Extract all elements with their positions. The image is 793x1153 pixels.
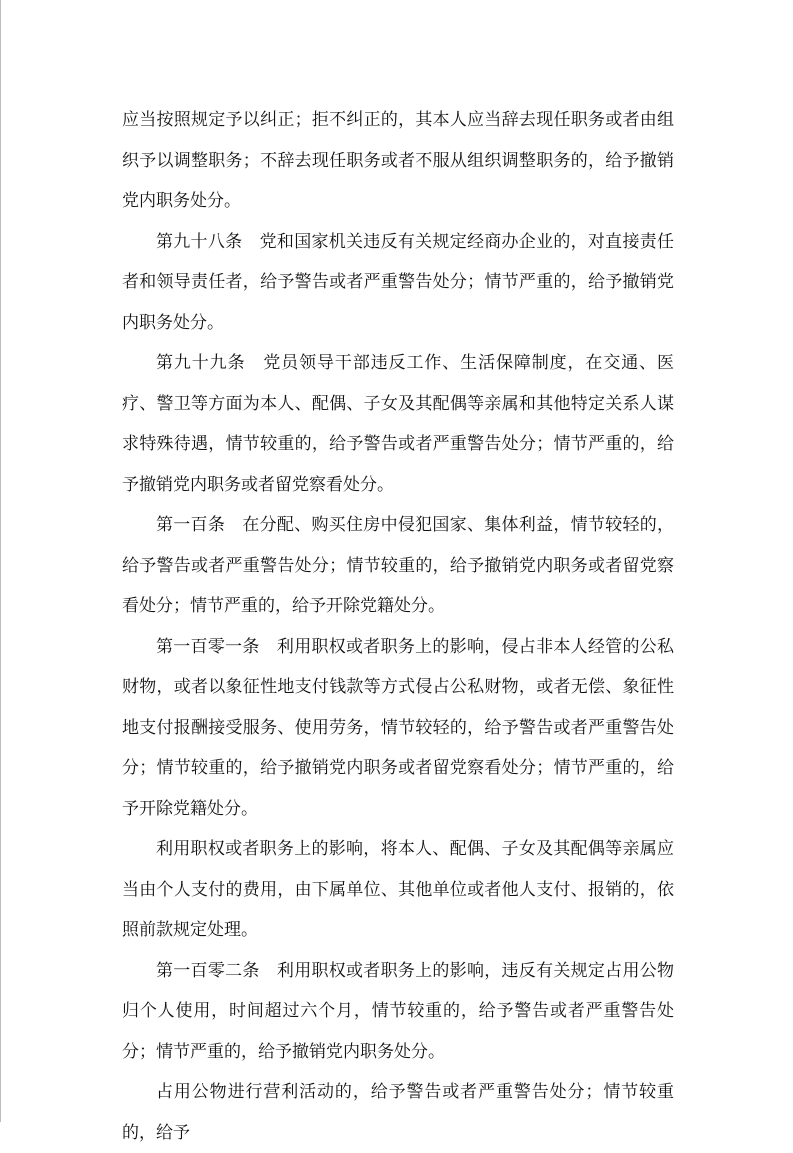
paragraph-article-101: 第一百零一条 利用职权或者职务上的影响，侵占非本人经管的公私财物，或者以象征性地支付钱款等方式侵占公私财物，或者无偿、象征性地支付报酬接受服务、使用劳务，情节较轻的，给予警告或者严重警告处分；情节较重的，给予撤销党内职务或者留党察看处分；情节严重的，给予开除党籍处分。 — [122, 636, 674, 819]
paragraph-article-101-clause-2: 利用职权或者职务上的影响，将本人、配偶、子女及其配偶等亲属应当由个人支付的费用，由下属单位、其他单位或者他人支付、报销的，依照前款规定处理。 — [122, 839, 674, 940]
paragraph-article-99: 第九十九条 党员领导干部违反工作、生活保障制度，在交通、医疗、警卫等方面为本人、配偶、子女及其配偶等亲属和其他特定关系人谋求特殊待遇，情节较重的，给予警告或者严重警告处分；情节严重的，给予撤销党内职务或者留党察看处分。 — [122, 353, 674, 495]
paragraph-article-100: 第一百条 在分配、购买住房中侵犯国家、集体利益，情节较轻的，给予警告或者严重警告处分；情节较重的，给予撤销党内职务或者留党察看处分；情节严重的，给予开除党籍处分。 — [122, 515, 674, 616]
paragraph-continuation: 应当按照规定予以纠正；拒不纠正的，其本人应当辞去现任职务或者由组织予以调整职务；不辞去现任职务或者不服从组织调整职务的，给予撤销党内职务处分。 — [122, 110, 674, 211]
document-body — [122, 100, 674, 1153]
page-left-border — [0, 0, 1, 1122]
paragraph-article-98: 第九十八条 党和国家机关违反有关规定经商办企业的，对直接责任者和领导责任者，给予警告或者严重警告处分；情节严重的，给予撤销党内职务处分。 — [122, 231, 674, 333]
paragraph-article-102-clause-2: 占用公物进行营利活动的，给予警告或者严重警告处分；情节较重的，给予 — [122, 1082, 674, 1143]
paragraph-article-102: 第一百零二条 利用职权或者职务上的影响，违反有关规定占用公物归个人使用，时间超过六个月，情节较重的，给予警告或者严重警告处分；情节严重的，给予撤销党内职务处分。 — [122, 960, 674, 1062]
